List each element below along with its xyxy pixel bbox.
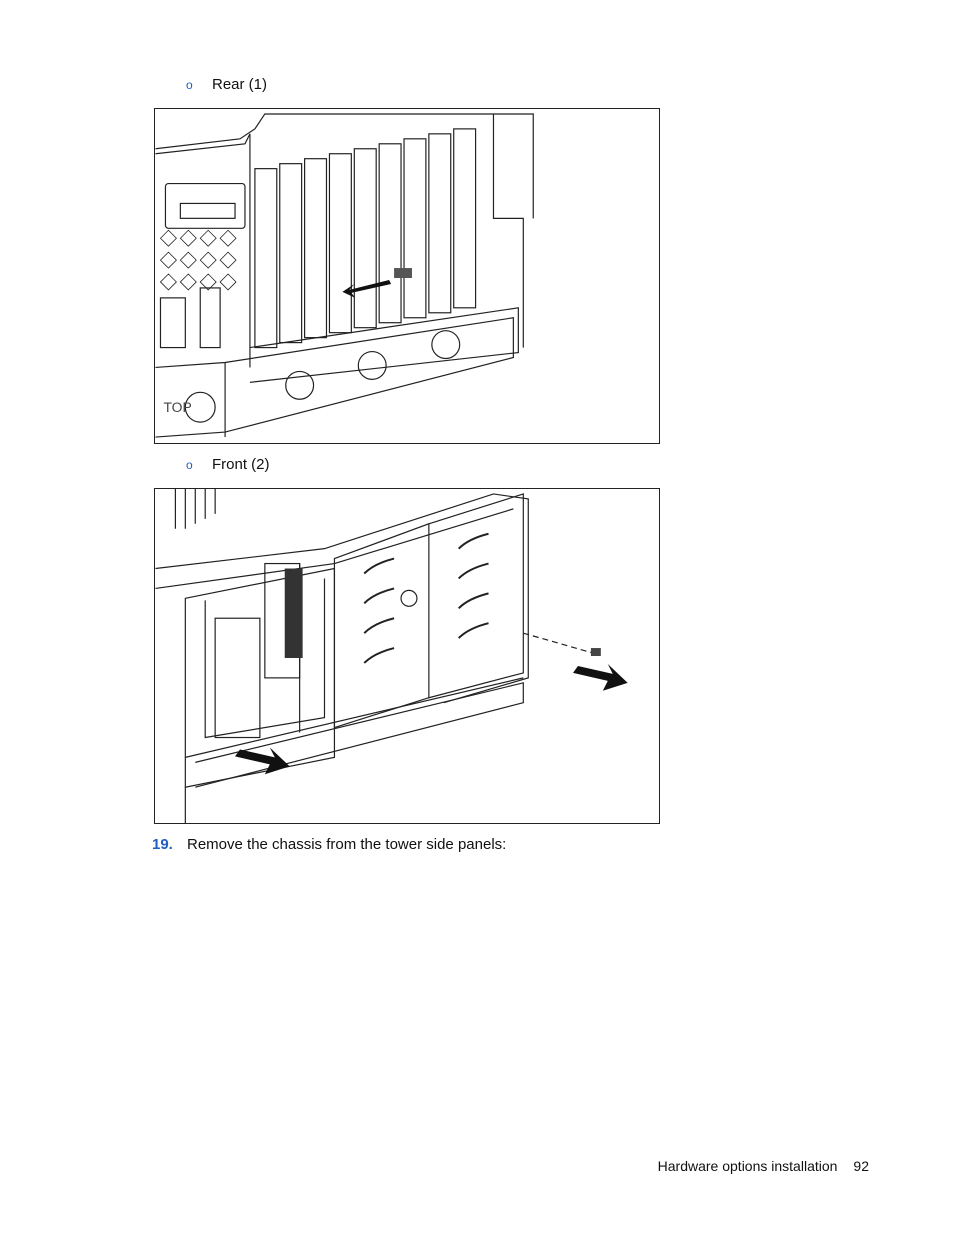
rear-chassis-illustration xyxy=(155,109,659,443)
step-text: Remove the chassis from the tower side panels: xyxy=(187,836,507,853)
figure-rear-chassis xyxy=(154,108,660,444)
front-chassis-illustration xyxy=(155,489,659,823)
bullet-marker: o xyxy=(186,457,193,472)
page-number: 92 xyxy=(853,1158,869,1174)
step-19 xyxy=(152,836,506,853)
footer-section: Hardware options installation xyxy=(657,1158,838,1174)
figure-front-chassis xyxy=(154,488,660,824)
step-number: 19. xyxy=(152,836,173,853)
bullet-rear xyxy=(186,76,267,93)
bullet-front xyxy=(186,456,270,473)
bullet-rear-label: Rear (1) xyxy=(212,76,268,93)
top-label: TOP xyxy=(163,399,192,416)
page-footer xyxy=(658,1158,869,1174)
bullet-front-label: Front (2) xyxy=(212,456,270,473)
bullet-marker: o xyxy=(186,77,193,92)
